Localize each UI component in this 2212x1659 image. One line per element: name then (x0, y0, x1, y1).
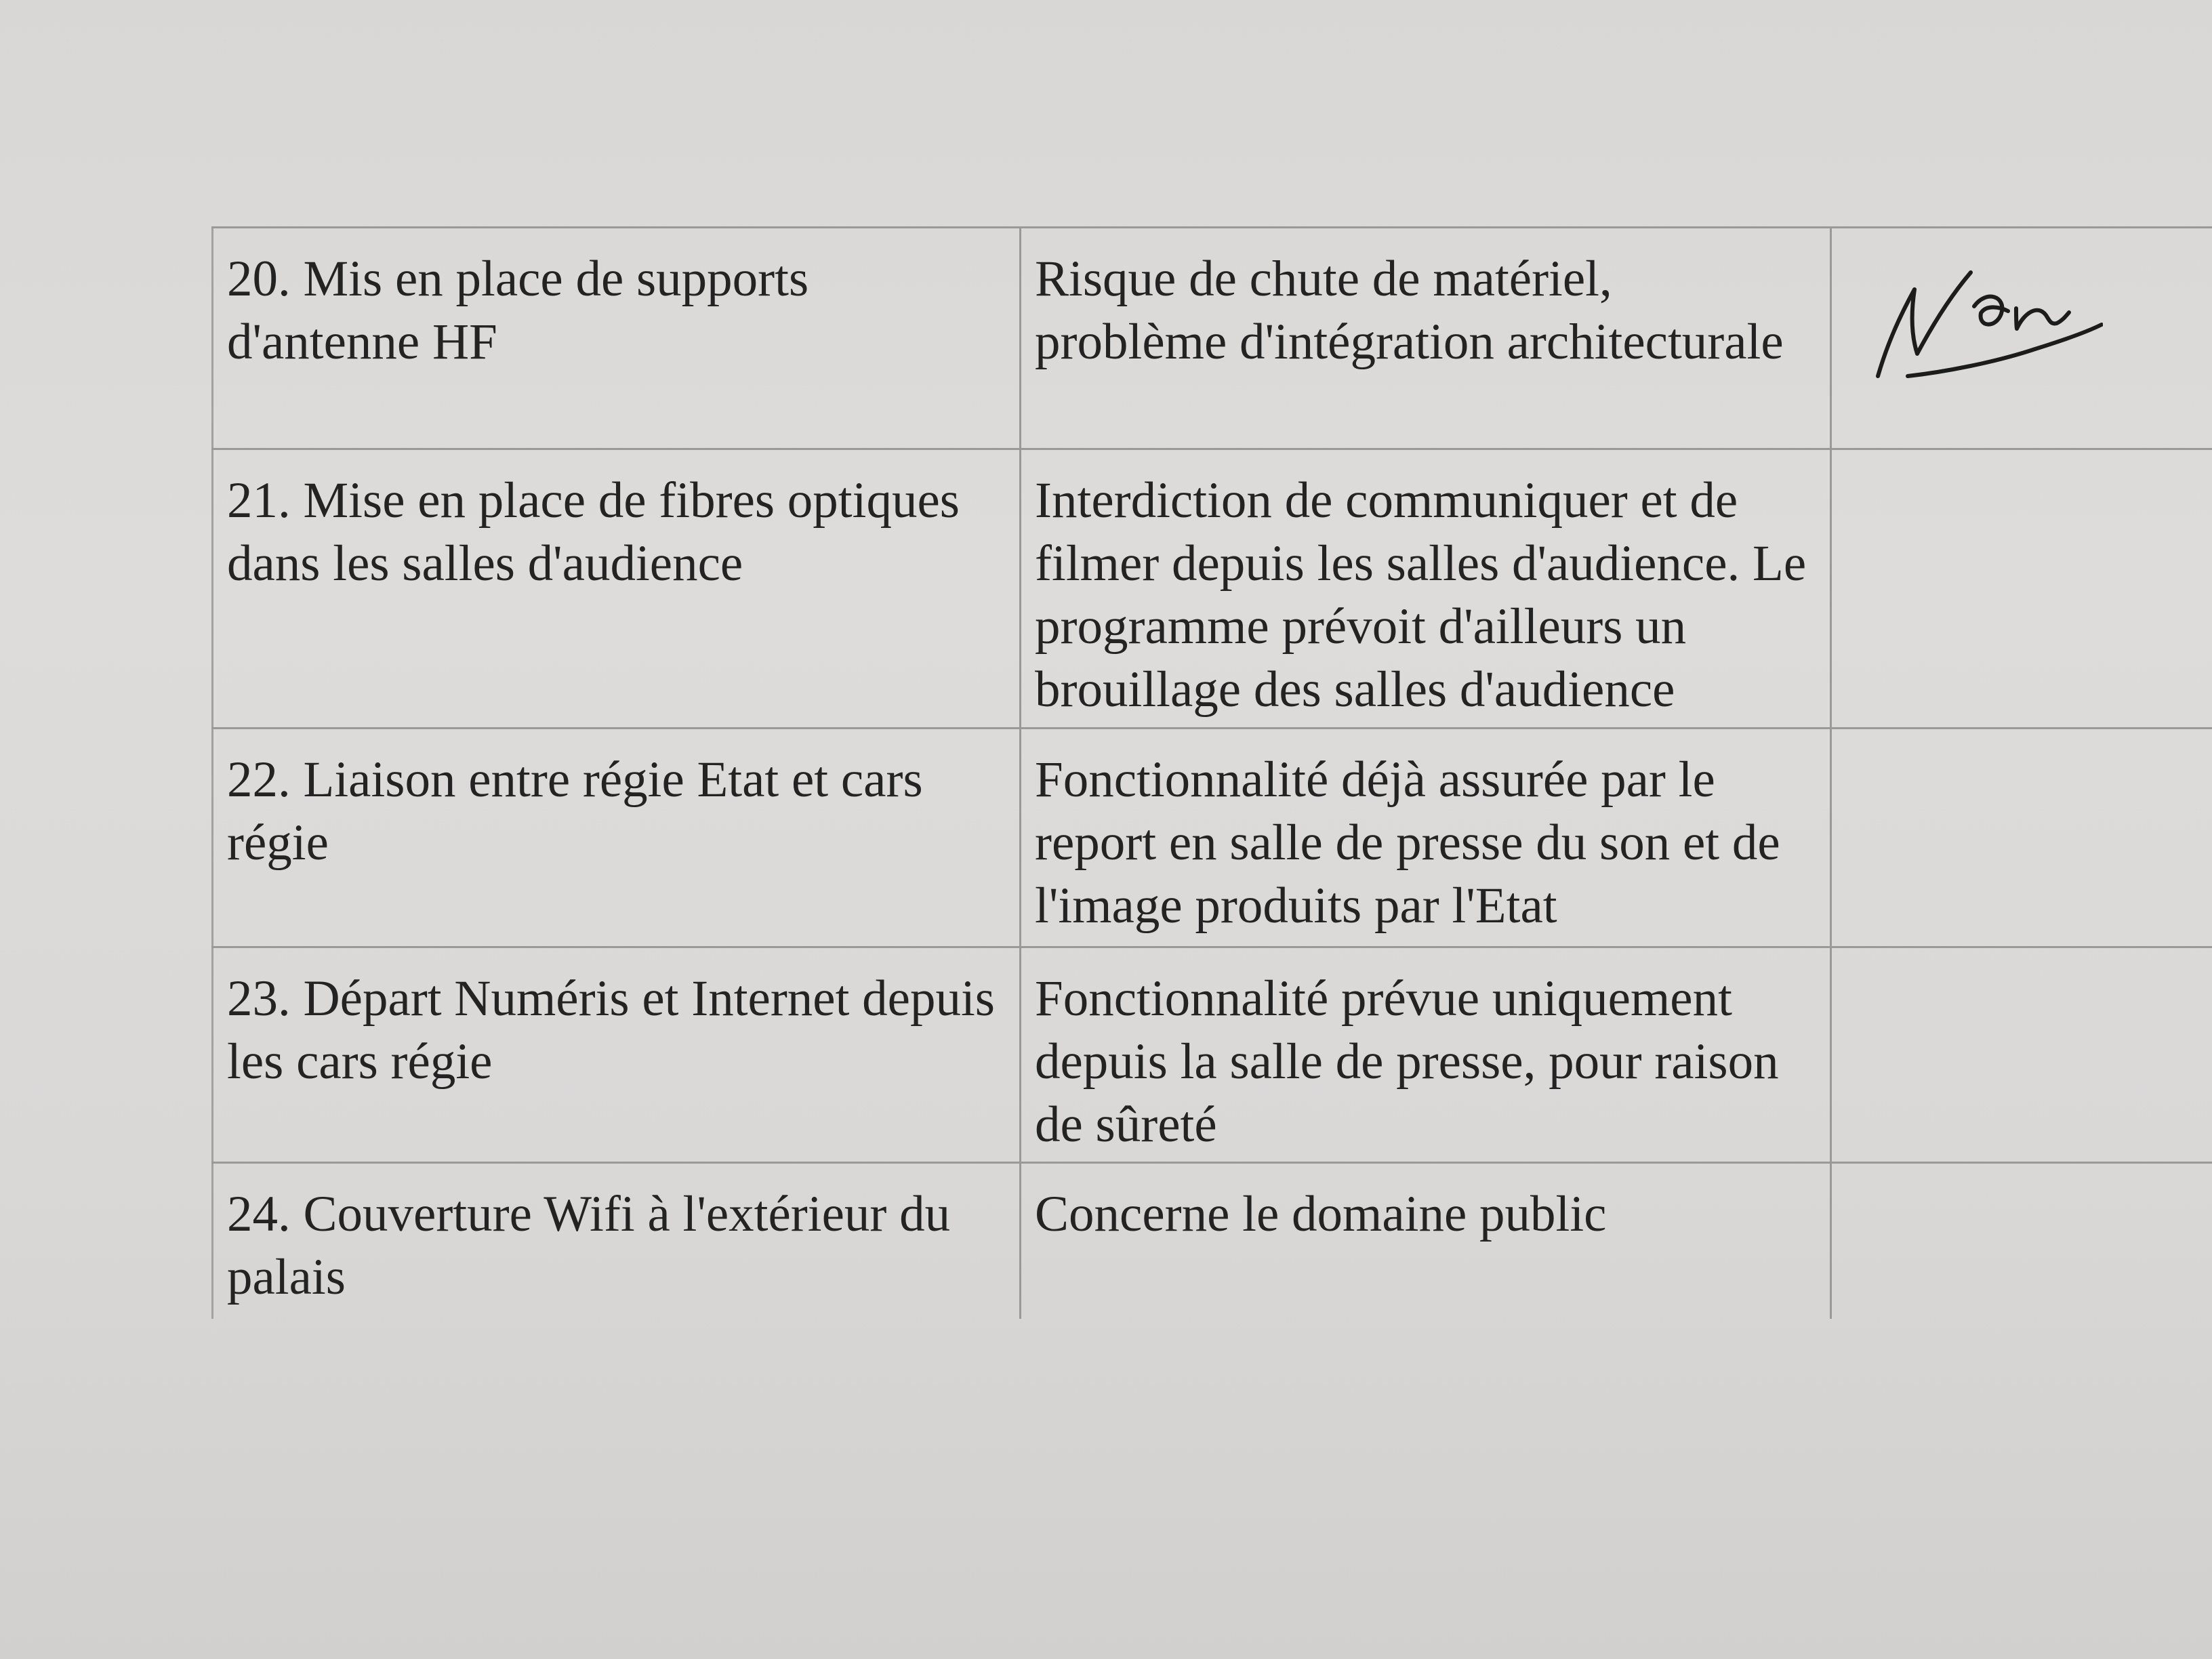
reason-text: Fonctionnalité déjà assurée par le report en salle de presse du son et de l'image produits par l'Etat (1035, 752, 1780, 934)
task-cell (213, 729, 1021, 947)
task-cell (213, 228, 1021, 449)
reason-cell (1021, 947, 1831, 1163)
reason-cell (1021, 1163, 1831, 1319)
task-text: 24. Couverture Wifi à l'extérieur du palais (227, 1186, 951, 1305)
table-row (213, 947, 2212, 1163)
reason-cell (1021, 449, 1831, 729)
reason-cell (1021, 228, 1831, 449)
task-cell (213, 1163, 1021, 1319)
reason-text: Interdiction de communiquer et de filmer depuis les salles d'audience. Le programme prévoit d'ailleurs un brouillage des salles d'audience (1035, 472, 1807, 718)
table-row (213, 729, 2212, 947)
reason-cell (1021, 729, 1831, 947)
decision-cell (1831, 729, 2212, 947)
task-cell (213, 947, 1021, 1163)
task-text: 22. Liaison entre régie Etat et cars régie (227, 752, 923, 871)
handwritten-non-annotation (1872, 249, 2103, 384)
table-row (213, 228, 2212, 449)
decision-cell (1831, 228, 2212, 449)
decision-cell (1831, 449, 2212, 729)
table-row (213, 1163, 2212, 1319)
task-text: 23. Départ Numéris et Internet depuis les cars régie (227, 970, 995, 1090)
task-text: 21. Mise en place de fibres optiques dans les salles d'audience (227, 472, 960, 592)
task-text: 20. Mis en place de supports d'antenne HF (227, 251, 809, 370)
reason-text: Concerne le domaine public (1035, 1186, 1607, 1242)
reason-text: Fonctionnalité prévue uniquement depuis la salle de presse, pour raison de sûreté (1035, 970, 1779, 1153)
decision-cell (1831, 1163, 2212, 1319)
table-row (213, 449, 2212, 729)
task-cell (213, 449, 1021, 729)
reason-text: Risque de chute de matériel, problème d'intégration architecturale (1035, 251, 1784, 370)
decision-cell (1831, 947, 2212, 1163)
measures-table (211, 226, 2212, 1319)
